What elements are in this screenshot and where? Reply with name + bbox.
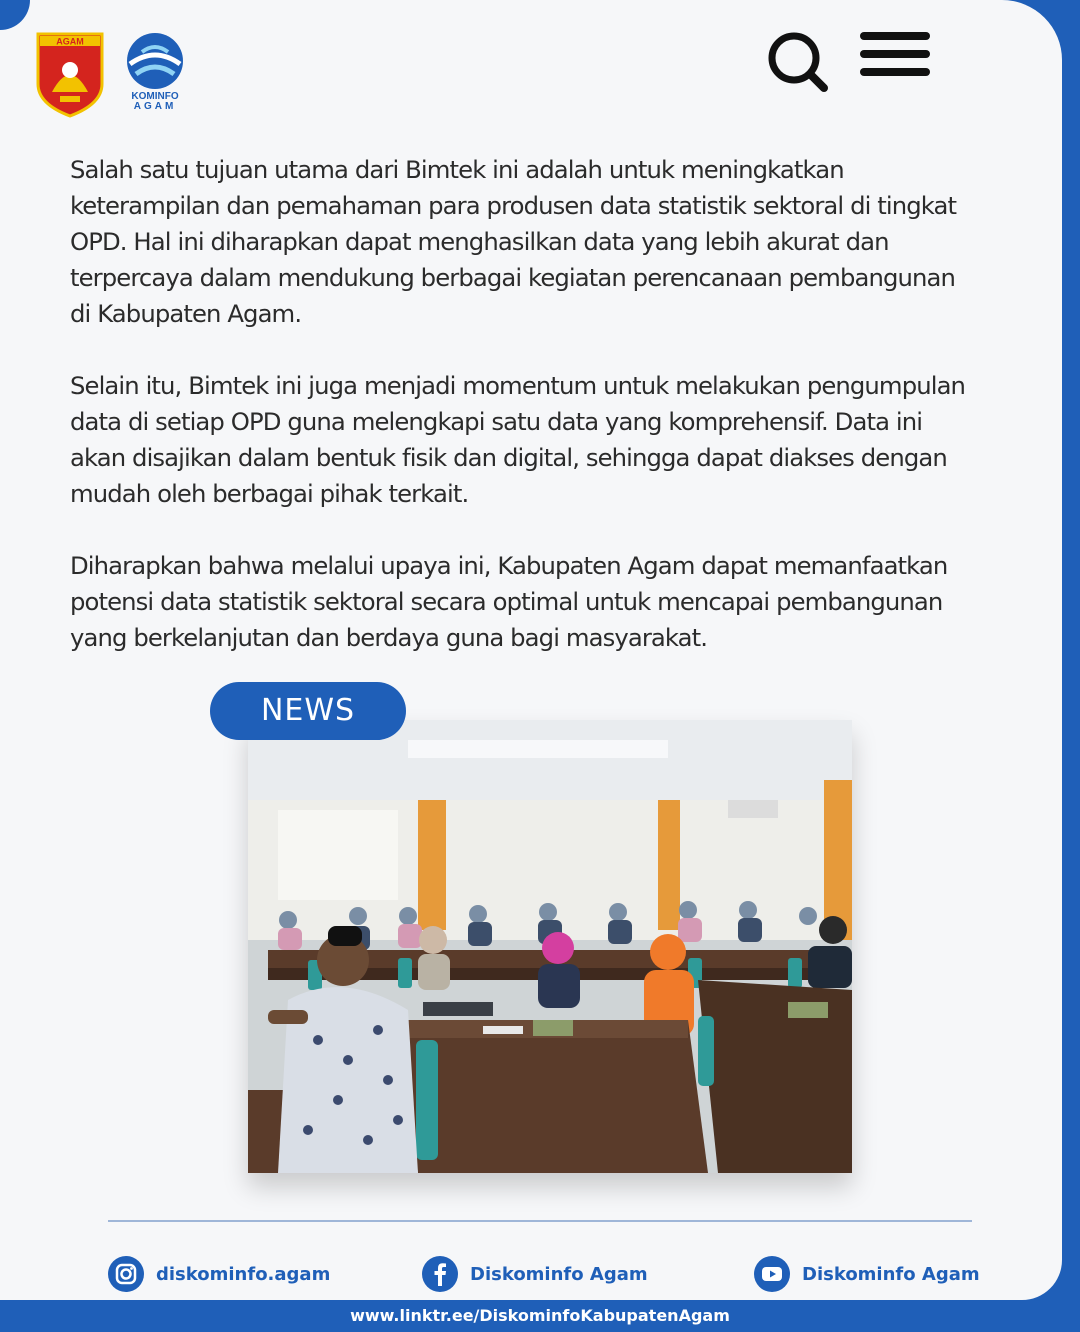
agam-logo <box>34 30 106 118</box>
youtube-icon <box>754 1256 790 1292</box>
article-paragraph-2: Selain itu, Bimtek ini juga menjadi momentum untuk melakukan pengumpulan data di setiap OPD guna melengkapi satu data yang komprehensif. Data ini akan disajikan dalam bentuk fisik dan digital, sehingga dapat diakses dengan mudah oleh berbagai pihak terkait. <box>70 371 966 508</box>
article-body <box>70 152 970 692</box>
menu-button[interactable] <box>858 30 932 80</box>
footer-divider <box>108 1220 972 1222</box>
instagram-handle: diskominfo.agam <box>156 1263 331 1285</box>
news-badge: NEWS <box>210 682 406 740</box>
article-paragraph-1: Salah satu tujuan utama dari Bimtek ini adalah untuk meningkatkan keterampilan dan pemahaman para produsen data statistik sektoral di tingkat OPD. Hal ini diharapkan dapat menghasilkan data yang lebih akurat dan terpercaya dalam mendukung berbagai kegiatan perencanaan pembangunan di Kabupaten Agam. <box>70 155 957 328</box>
youtube-name: Diskominfo Agam <box>802 1263 980 1285</box>
instagram-icon <box>108 1256 144 1292</box>
facebook-name: Diskominfo Agam <box>470 1263 648 1285</box>
facebook-icon <box>422 1256 458 1292</box>
kominfo-logo-text <box>120 92 190 112</box>
hamburger-menu-icon <box>858 30 932 80</box>
kominfo-logo <box>120 30 190 116</box>
svg-text:AGAM: AGAM <box>56 36 84 47</box>
search-icon <box>766 30 830 94</box>
instagram-link[interactable] <box>108 1255 330 1293</box>
kominfo-text-line2: AGAM <box>133 101 177 112</box>
kominfo-text-line1: KOMINFO <box>131 91 179 102</box>
facebook-link[interactable] <box>422 1255 648 1293</box>
youtube-link[interactable] <box>754 1255 980 1293</box>
search-button[interactable] <box>766 30 830 94</box>
news-photo <box>248 720 852 1173</box>
linktree-url[interactable]: www.linktr.ee/DiskominfoKabupatenAgam <box>350 1306 730 1325</box>
header <box>0 0 1062 130</box>
article-paragraph-3: Diharapkan bahwa melalui upaya ini, Kabupaten Agam dapat memanfaatkan potensi data statistik sektoral secara optimal untuk mencapai pembangunan yang berkelanjutan dan berdaya guna bagi masyarakat. <box>70 551 948 652</box>
